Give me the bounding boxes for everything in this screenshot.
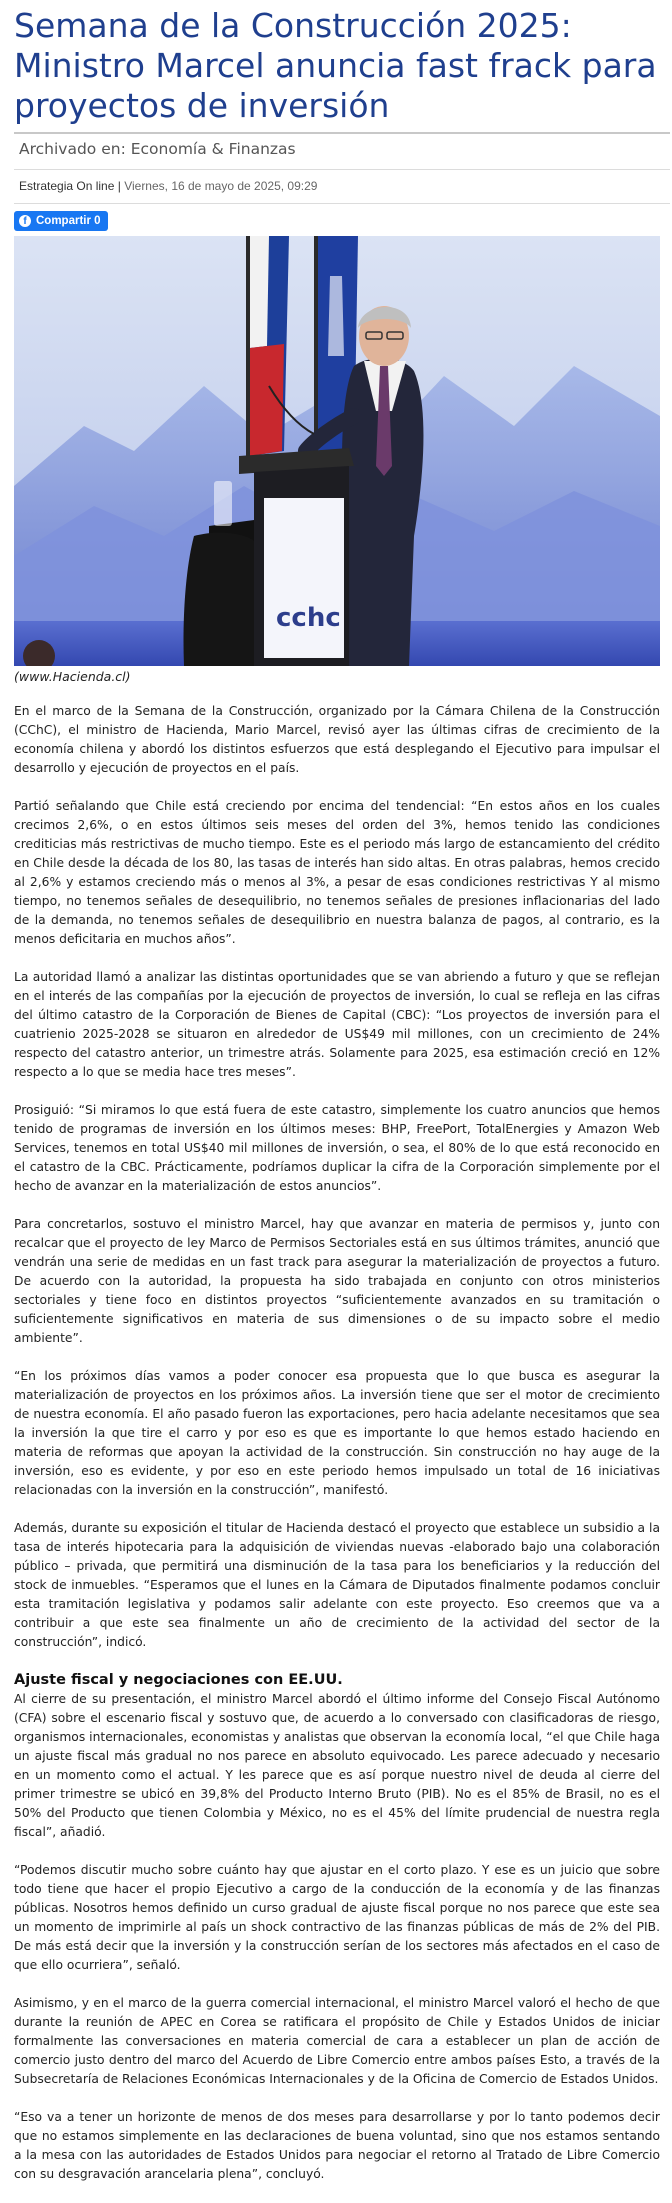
paragraph: La autoridad llamó a analizar las distintas oportunidades que se van abriendo a futuro y que se reflejan en el interés de las compañías por la ejecución de proyectos de inversión, lo cual se refleja en las cifras del último catastro de la Corporación de Bienes de Capital (CBC): “Los proyectos de inversión para el cuatrienio 2025-2028 se situaron en alrededor de US$49 mil millones, con un crecimiento de 24% respecto del catastro anterior, un trimestre atrás. Solamente para 2025, esa estimación creció en 12% respecto a lo que se media hace tres meses”.: [14, 970, 660, 1079]
paragraph: “Podemos discutir mucho sobre cuánto hay que ajustar en el corto plazo. Y ese es un juicio que sobre todo tiene que hacer el propio Ejecutivo a cargo de la conducción de la economía y de las finanzas públicas. Nosotros hemos definido un curso gradual de ajuste fiscal porque no nos parece que este sea un momento de imprimirle al país un shock contractivo de las finanzas públicas de más de 2% del PIB. De más está decir que la inversión y la construcción serían de los sectores más afectados en el caso de que ello ocurriera”, señaló.: [14, 1863, 660, 1972]
podium-logo: cchc: [276, 603, 341, 633]
section-subheading: Ajuste fiscal y negociaciones con EE.UU.: [14, 1672, 343, 1688]
source-name: Estrategia On line: [19, 179, 115, 193]
publish-date: Viernes, 16 de mayo de 2025, 09:29: [124, 179, 318, 193]
facebook-share-button[interactable]: [14, 211, 108, 231]
article-body: [14, 702, 660, 2203]
article-photo: [14, 236, 660, 666]
paragraph: Asimismo, y en el marco de la guerra comercial internacional, el ministro Marcel valoró el hecho de que durante la reunión de APEC en Corea se ratificara el propósito de Chile y Estados Unidos de iniciar formalmente las conversaciones en materia comercial de cara a establecer un plan de acción de comercio justo dentro del marco del Acuerdo de Libre Comercio entre ambos países Esto, a través de la Subsecretaría de Relaciones Económicas Internacionales y de la Oficina de Comercio de Estados Unidos.: [14, 1996, 660, 2086]
paragraph: Además, durante su exposición el titular de Hacienda destacó el proyecto que establece un subsidio a la tasa de interés hipotecaria para la adquisición de viviendas nuevas -elaborado bajo una colaboración público – privada, que permitirá una disminución de la tasa para los beneficiarios y la reducción del stock de inmuebles. “Esperamos que el lunes en la Cámara de Diputados finalmente podamos concluir esta tramitación legislativa y podamos salir adelante con este proyecto. Eso creemos que va a contribuir a que este sea finalmente un año de crecimiento de la actividad del sector de la construcción”, indicó.: [14, 1521, 660, 1649]
minister-podium-image: [14, 236, 660, 666]
byline: [14, 170, 670, 204]
paragraph: En el marco de la Semana de la Construcción, organizado por la Cámara Chilena de la Construcción (CChC), el ministro de Hacienda, Mario Marcel, revisó ayer las últimas cifras de crecimiento de la economía chilena y abordó los distintos esfuerzos que está desplegando el Ejecutivo para impulsar el desarrollo y ejecución de proyectos en el país.: [14, 704, 660, 775]
archived-in-bar: [14, 132, 670, 170]
paragraph: Al cierre de su presentación, el ministro Marcel abordó el último informe del Consejo Fiscal Autónomo (CFA) sobre el escenario fiscal y sostuvo que, de acuerdo a lo conversado con clasificadoras de riesgo, organismos internacionales, economistas y analistas que observan la economía local, “el que Chile haga un ajuste fiscal más gradual no nos parece en absoluto equivocado. Les parece adecuado y necesario en un momento como el actual. Y les parece que es así porque nuestro nivel de deuda al cierre del primer trimestre se ubicó en 39,8% del Producto Interno Bruto (PIB). No es el 85% de Brasil, no es el 50% del Producto que tienen Colombia y México, no es el 45% del límite prudencial de nuestra regla fiscal”, añadió.: [14, 1692, 660, 1839]
facebook-icon: f: [19, 215, 31, 227]
paragraph: “Eso va a tener un horizonte de menos de dos meses para desarrollarse y por lo tanto podemos decir que no estamos simplemente en las declaraciones de buena voluntad, sino que nos estamos sentando a la mesa con las autoridades de Estados Unidos para negociar el retorno al Tratado de Libre Comercio con su desgravación arancelaria plena”, concluyó.: [14, 2110, 660, 2181]
article-title: Semana de la Construcción 2025: Ministro Marcel anuncia fast frack para proyectos de inversión: [14, 6, 657, 125]
share-label: Compartir 0: [36, 215, 101, 227]
paragraph: Para concretarlos, sostuvo el ministro Marcel, hay que avanzar en materia de permisos y, junto con recalcar que el proyecto de ley Marco de Permisos Sectoriales está en sus últimos trámites, anunció que vendrán una serie de medidas en un fast track para asegurar la materialización de proyectos a futuro. De acuerdo con la autoridad, la propuesta ha sido trabajada en conjunto con otros ministerios sectoriales y tiene foco en distintos proyectos “suficientemente avanzados en su tramitación o suficientemente significativos en materia de sus dimensiones o de su impacto sobre el medio ambiente”.: [14, 1217, 660, 1345]
paragraph: “En los próximos días vamos a poder conocer esa propuesta que lo que busca es asegurar la materialización de proyectos en los próximos años. La inversión tiene que ser el motor de crecimiento de nuestra economía. El año pasado fueron las exportaciones, pero hacia adelante necesitamos que sea la inversión la que tire el carro y por eso es que es importante lo que hemos estado haciendo en materia de reformas que apoyan la actividad de la construcción. Sin construcción no hay auge de la inversión, eso es evidente, y por eso en este periodo hemos impulsado un total de 16 iniciativas relacionadas con la inversión en la construcción”, manifestó.: [14, 1369, 660, 1497]
paragraph: Prosiguió: “Si miramos lo que está fuera de este catastro, simplemente los cuatro anuncios que hemos tenido de programas de inversión en los últimos meses: BHP, FreePort, TotalEnergies y Amazon Web Services, tenemos en total US$40 mil millones de inversión, o sea, el 80% de lo que está reconocido en el catastro de la CBC. Prácticamente, podríamos duplicar la cifra de la Corporación simplemente por el hecho de avanzar en la materialización de estos anuncios”.: [14, 1103, 660, 1193]
paragraph: Partió señalando que Chile está creciendo por encima del tendencial: “En estos años en los cuales crecimos 2,6%, o en estos últimos seis meses del orden del 3%, hemos tenido las condiciones crediticias más restrictivas de mucho tiempo. Este es el periodo más largo de estancamiento del crédito en Chile desde la década de los 80, las tasas de interés han sido altas. En otras palabras, hemos crecido al 2,6% y estamos creciendo más o menos al 3%, a pesar de esas condiciones restrictivas Y al mismo tiempo, no tenemos señales de desequilibrio, no tenemos señales de presiones inflacionarias del lado de la demanda, no tenemos señales de desequilibrio en nuestra balanza de pagos, al contrario, es la menos deficitaria en muchos años”.: [14, 799, 660, 946]
byline-text: Estrategia On line | Viernes, 16 de mayo de 2025, 09:29: [19, 179, 318, 193]
archived-label[interactable]: Archivado en: Economía & Finanzas: [19, 140, 296, 158]
photo-caption: (www.Hacienda.cl): [14, 669, 131, 684]
